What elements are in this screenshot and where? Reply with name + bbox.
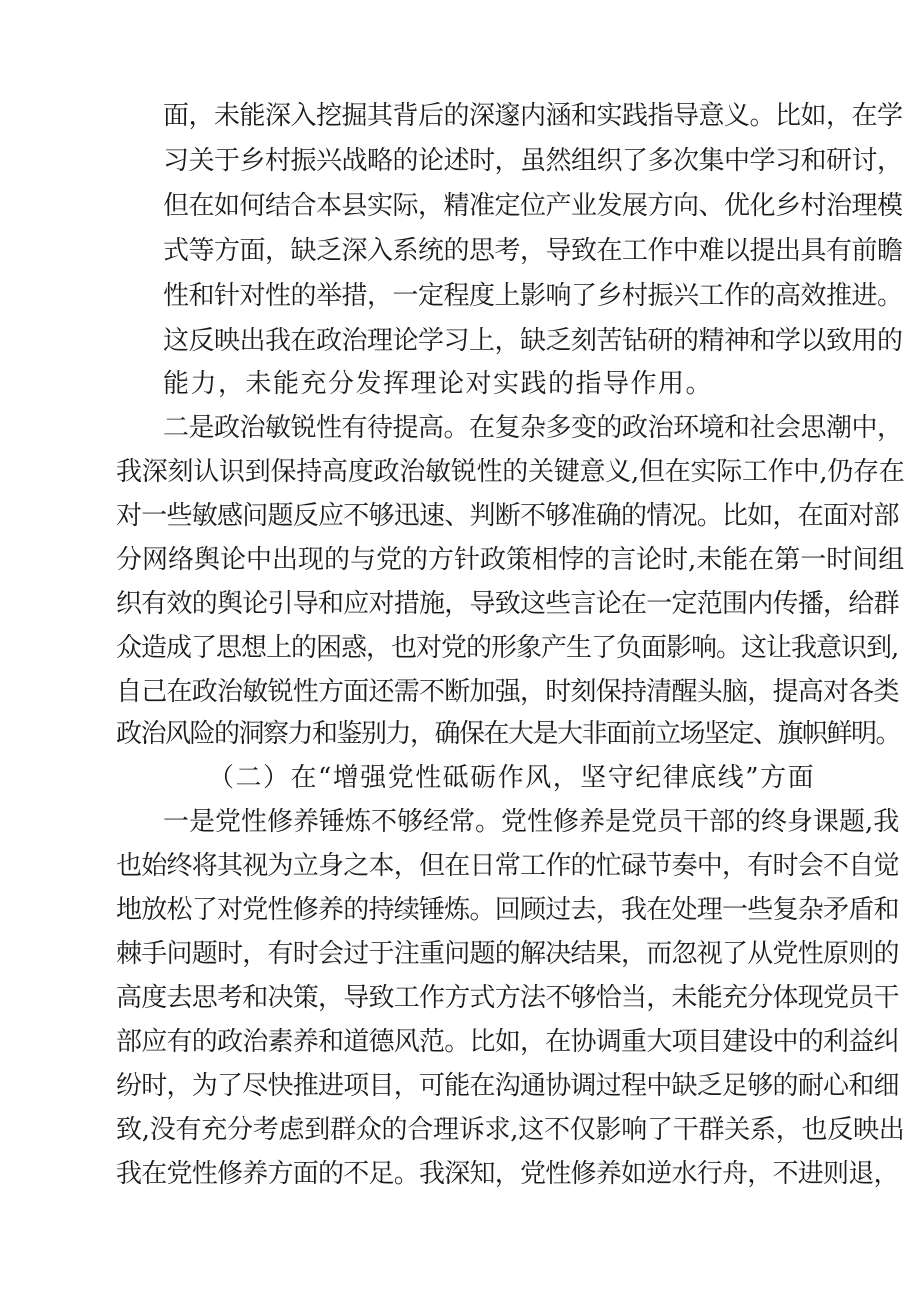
- paragraph-line: 众造成了思想上的困惑，也对党的形象产生了负面影响。这让我意识到,: [116, 633, 899, 663]
- paragraph-line: 能力，未能充分发挥理论对实践的指导作用。: [163, 369, 714, 399]
- paragraph-line: 我在党性修养方面的不足。我深知，党性修养如逆水行舟，不进则退，: [116, 1159, 899, 1189]
- paragraph-line: 也始终将其视为立身之本，但在日常工作的忙碌节奏中，有时会不自觉: [116, 851, 899, 881]
- paragraph-line: 高度去思考和决策，导致工作方式方法不够恰当，未能充分体现党员干: [116, 983, 899, 1013]
- paragraph-line: 部应有的政治素养和道德风范。比如，在协调重大项目建设中的利益纠: [116, 1027, 899, 1057]
- paragraph-line: 面，未能深入挖掘其背后的深邃内涵和实践指导意义。比如，在学: [163, 101, 903, 131]
- paragraph-line: 对一些敏感问题反应不够迅速、判断不够准确的情况。比如，在面对部: [116, 501, 899, 531]
- paragraph-line: 政治风险的洞察力和鉴别力，确保在大是大非面前立场坚定、旗帜鲜明。: [116, 719, 901, 749]
- paragraph-line: 致,没有充分考虑到群众的合理诉求,这不仅影响了干群关系，也反映出: [116, 1115, 905, 1145]
- paragraph-line: 但在如何结合本县实际，精准定位产业发展方向、优化乡村治理模: [163, 191, 903, 221]
- paragraph-line: 这反映出我在政治理论学习上，缺乏刻苦钻研的精神和学以致用的: [163, 326, 903, 356]
- paragraph-line: 纷时，为了尽快推进项目，可能在沟通协调过程中缺乏足够的耐心和细: [116, 1071, 899, 1101]
- paragraph-line: 习关于乡村振兴战略的论述时，虽然组织了多次集中学习和研讨，: [163, 146, 903, 176]
- paragraph-line: 地放松了对党性修养的持续锤炼。回顾过去，我在处理一些复杂矛盾和: [116, 895, 899, 925]
- paragraph-line: 一是党性修养锤炼不够经常。党性修养是党员干部的终身课题,我: [163, 807, 900, 837]
- paragraph-line: 性和针对性的举措，一定程度上影响了乡村振兴工作的高效推进。: [163, 281, 903, 311]
- section-heading: （二）在“增强党性砥砺作风，坚守纪律底线”方面: [208, 763, 816, 793]
- paragraph-line: 棘手问题时，有时会过于注重问题的解决结果，而忽视了从党性原则的: [116, 939, 899, 969]
- paragraph-line: 自己在政治敏锐性方面还需不断加强，时刻保持清醒头脑，提高对各类: [116, 677, 899, 707]
- paragraph-line: 式等方面，缺乏深入系统的思考，导致在工作中难以提出具有前瞻: [163, 236, 903, 266]
- paragraph-line: 分网络舆论中出现的与党的方针政策相悖的言论时,未能在第一时间组: [116, 545, 905, 575]
- paragraph-line: 织有效的舆论引导和应对措施，导致这些言论在一定范围内传播，给群: [116, 589, 899, 619]
- paragraph-line: 二是政治敏锐性有待提高。在复杂多变的政治环境和社会思潮中，: [163, 413, 903, 443]
- paragraph-line: 我深刻认识到保持高度政治敏锐性的关键意义,但在实际工作中,仍存在: [116, 457, 905, 487]
